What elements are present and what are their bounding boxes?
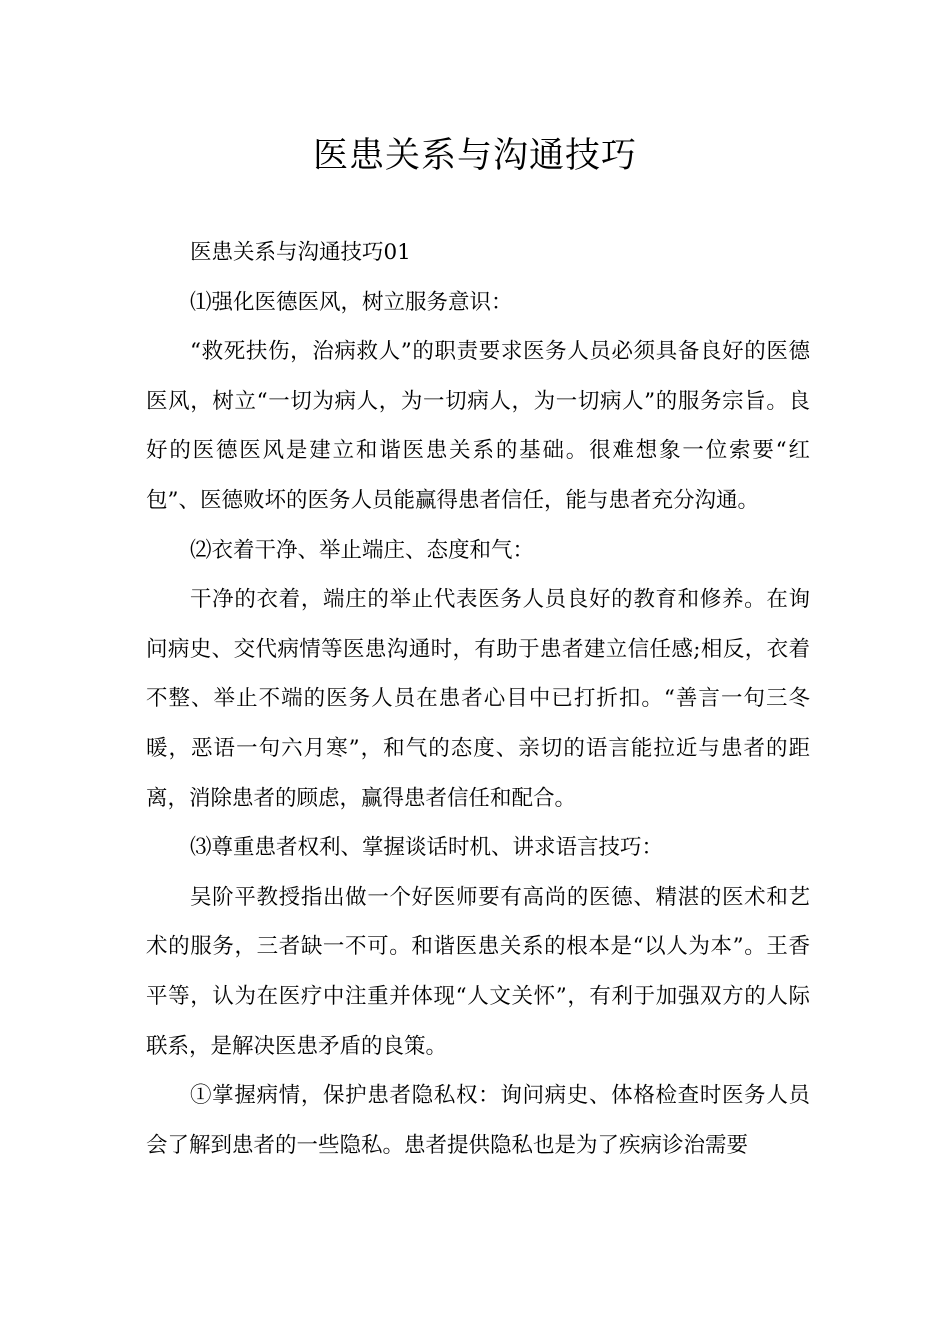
subsection-heading-2: ⑵衣着干净、举止端庄、态度和气： xyxy=(190,537,535,563)
paragraph-1: “救死扶伤，治病救人”的职责要求医务人员必须具备良好的医德医风，树立“一切为病人，为一切病人，为一切病人”的服务宗旨。良好的医德医风是建立和谐医患关系的基础。很难想象一位索要“红包”、医德败坏的医务人员能赢得患者信任，能与患者充分沟通。 xyxy=(146,339,810,513)
subsection-heading-3: ⑶尊重患者权利、掌握谈话时机、讲求语言技巧： xyxy=(190,835,664,861)
subsection-heading-1: ⑴强化医德医风，树立服务意识： xyxy=(190,289,513,315)
paragraph-2: 干净的衣着，端庄的举止代表医务人员良好的教育和修养。在询问病史、交代病情等医患沟通时，有助于患者建立信任感;相反，衣着不整、举止不端的医务人员在患者心目中已打折扣。“善言一句三冬暖，恶语一句六月寒”，和气的态度、亲切的语言能拉近与患者的距离，消除患者的顾虑，赢得患者信任和配合。 xyxy=(146,587,810,811)
paragraph-4: ①掌握病情，保护患者隐私权：询问病史、体格检查时医务人员会了解到患者的一些隐私。患者提供隐私也是为了疾病诊治需要 xyxy=(146,1083,810,1158)
section-heading: 医患关系与沟通技巧01 xyxy=(190,240,411,265)
document-title: 医患关系与沟通技巧 xyxy=(312,136,637,176)
paragraph-3: 吴阶平教授指出做一个好医师要有高尚的医德、精湛的医术和艺术的服务，三者缺一不可。和谐医患关系的根本是“以人为本”。王香平等，认为在医疗中注重并体现“人文关怀”，有利于加强双方的人际联系，是解决医患矛盾的良策。 xyxy=(146,884,810,1059)
document-body xyxy=(146,228,810,1170)
